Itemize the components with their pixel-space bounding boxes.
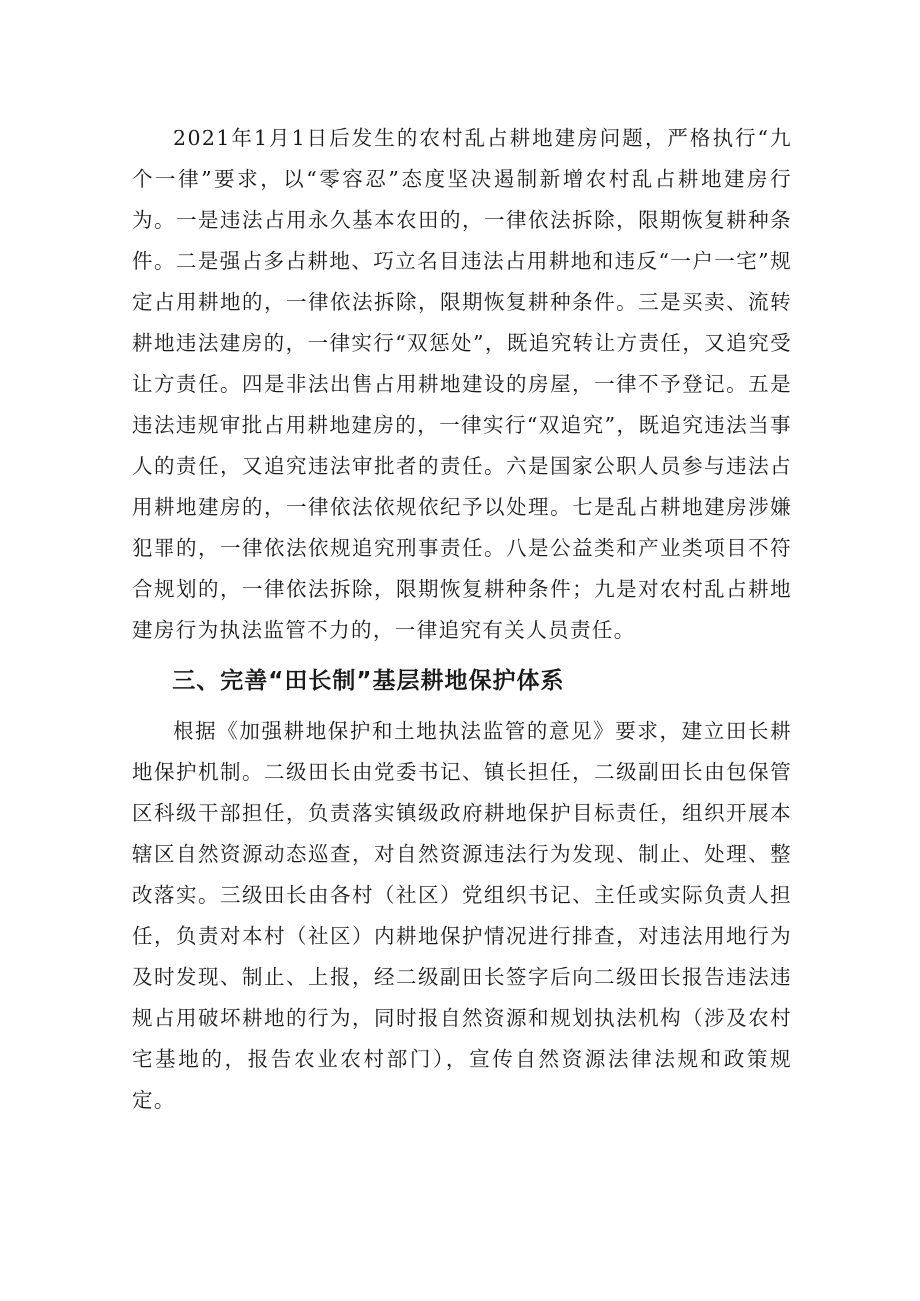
paragraph-nine-rules: 2021年1月1日后发生的农村乱占耕地建房问题，严格执行“九个一律”要求，以“零容忍”态度坚决遏制新增农村乱占耕地建房行为。一是违法占用永久基本农田的，一律依法拆除，限期恢复耕种条件。二是强占多占耕地、巧立名目违法占用耕地和违反“一户一宅”规定占用耕地的，一律依法拆除，限期恢复耕种条件。三是买卖、流转耕地违法建房的，一律实行“双惩处”，既追究转让方责任，又追究受让方责任。四是非法出售占用耕地建设的房屋，一律不予登记。五是违法违规审批占用耕地建房的，一律实行“双追究”，既追究违法当事人的责任，又追究违法审批者的责任。六是国家公职人员参与违法占用耕地建房的，一律依法依规依纪予以处理。七是乱占耕地建房涉嫌犯罪的，一律依法依规追究刑事责任。八是公益类和产业类项目不符合规划的，一律依法拆除，限期恢复耕种条件；九是对农村乱占耕地建房行为执法监管不力的，一律追究有关人员责任。: [132, 126, 792, 642]
paragraph-field-chief-system: 根据《加强耕地保护和土地执法监管的意见》要求，建立田长耕地保护机制。二级田长由党委书记、镇长担任，二级副田长由包保管区科级干部担任，负责落实镇级政府耕地保护目标责任，组织开展本辖区自然资源动态巡查，对自然资源违法行为发现、制止、处理、整改落实。三级田长由各村（社区）党组织书记、主任或实际负责人担任，负责对本村（社区）内耕地保护情况进行排查，对违法用地行为及时发现、制止、上报，经二级副田长签字后向二级田长报告违法违规占用破坏耕地的行为，同时报自然资源和规划执法机构（涉及农村宅基地的，报告农业农村部门），宣传自然资源法律法规和政策规定。: [132, 719, 792, 1112]
document-body: [132, 118, 792, 1121]
section-heading: 三、完善“田长制”基层耕地保护体系: [172, 668, 565, 694]
